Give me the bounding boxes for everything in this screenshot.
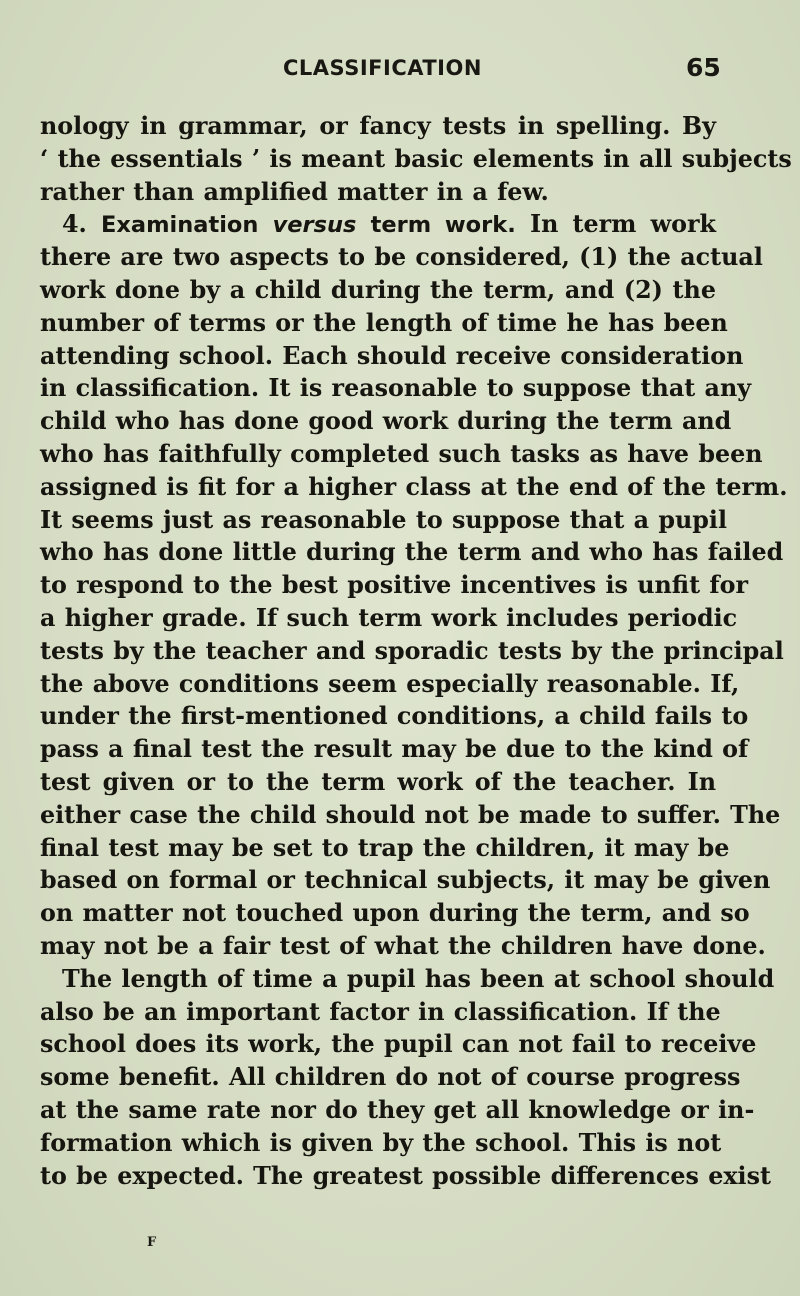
text-line: child who has done good work during the term and	[40, 407, 732, 436]
section-number: 4.	[62, 210, 87, 239]
text-line: ‘ the essentials ’ is meant basic elements in all subjects	[40, 144, 792, 173]
text-line: at the same rate nor do they get all knowledge or in-	[40, 1095, 755, 1124]
signature-mark: F	[147, 1235, 157, 1250]
text-line: who has done little during the term and who has failed	[40, 538, 784, 567]
text-line: rather than amplified matter in a few.	[40, 177, 549, 206]
page-header	[0, 53, 800, 90]
section-line-rest: In term work	[529, 210, 716, 239]
section-heading-line	[40, 208, 716, 241]
text-line: The length of time a pupil has been at school should	[62, 964, 775, 993]
text-line: school does its work, the pupil can not fail to receive	[40, 1030, 757, 1059]
text-line: test given or to the term work of the teacher. In	[40, 767, 716, 796]
text-line: attending school. Each should receive consideration	[40, 341, 744, 370]
text-line: nology in grammar, or fancy tests in spelling. By	[40, 112, 716, 140]
text-line: some benefit. All children do not of course progress	[40, 1063, 741, 1092]
text-line: based on formal or technical subjects, it may be given	[40, 866, 771, 895]
text-line: a higher grade. If such term work includes periodic	[40, 603, 738, 632]
text-line: assigned is fit for a higher class at the end of the term.	[40, 472, 788, 501]
text-line: may not be a fair test of what the children have done.	[40, 931, 766, 960]
text-line: in classification. It is reasonable to suppose that any	[40, 374, 752, 403]
text-line: tests by the teacher and sporadic tests by the principal	[40, 636, 784, 665]
text-line: to be expected. The greatest possible differences exist	[40, 1161, 771, 1190]
text-line: It seems just as reasonable to suppose that a pupil	[40, 505, 728, 534]
text-line: there are two aspects to be considered, (1) the actual	[40, 243, 763, 272]
text-line: under the first-mentioned conditions, a child fails to	[40, 702, 749, 731]
text-line: the above conditions seem especially reasonable. If,	[40, 669, 740, 698]
section-heading-examination: Examination	[101, 212, 259, 239]
text-line: either case the child should not be made to suffer. The	[40, 800, 781, 829]
text-line: who has faithfully completed such tasks as have been	[40, 439, 763, 468]
running-head: CLASSIFICATION	[283, 56, 482, 80]
page-number: 65	[686, 53, 721, 82]
section-heading-versus: versus	[272, 212, 357, 239]
section-heading-term-work: term work.	[370, 212, 516, 239]
text-line: final test may be set to trap the children, it may be	[40, 833, 730, 862]
body-text	[40, 110, 792, 1192]
text-line: on matter not touched upon during the term, and so	[40, 899, 750, 928]
text-line: work done by a child during the term, and (2) the	[40, 275, 716, 304]
text-line: pass a final test the result may be due to the kind of	[40, 735, 749, 764]
text-line: also be an important factor in classification. If the	[40, 997, 721, 1026]
text-line: number of terms or the length of time he has been	[40, 308, 728, 337]
text-line: to respond to the best positive incentives is unfit for	[40, 571, 749, 600]
text-line: formation which is given by the school. This is not	[40, 1128, 722, 1157]
